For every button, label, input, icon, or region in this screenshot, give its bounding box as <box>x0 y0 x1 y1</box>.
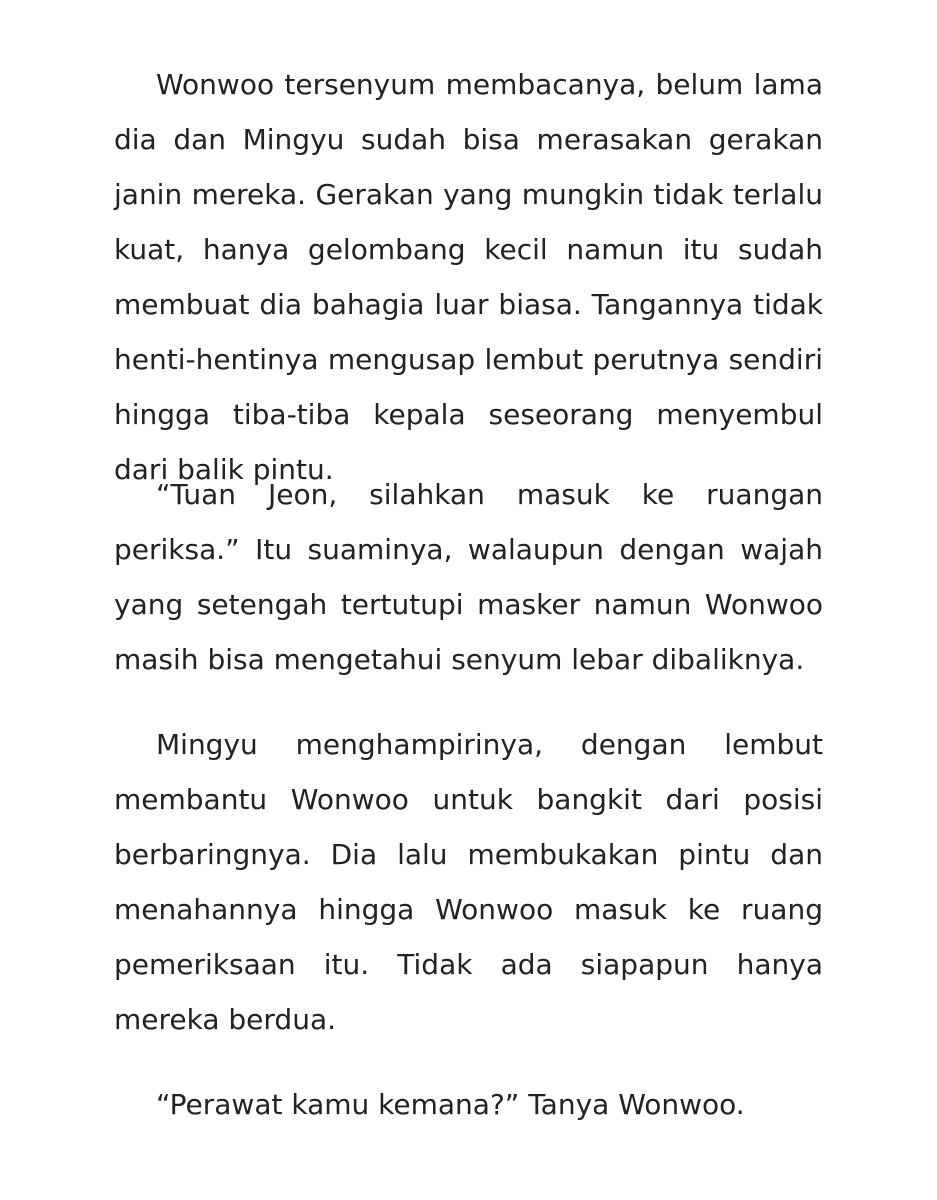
paragraph-3 <box>114 717 823 1047</box>
paragraph-text: Mingyu menghampirinya, dengan lembut membantu Wonwoo untuk bangkit dari posisi berbaringnya. Dia lalu membukakan pintu dan menahannya hingga Wonwoo masuk ke ruang pemeriksaan itu. Tidak ada siapapun hanya mereka berdua. <box>114 728 823 1036</box>
paragraph-text: Wonwoo tersenyum membacanya, belum lama dia dan Mingyu sudah bisa merasakan gerakan janin mereka. Gerakan yang mungkin tidak terlalu kuat, hanya gelombang kecil namun itu sudah membuat dia bahagia luar biasa. Tangannya tidak henti-hentinya mengusap lembut perutnya sendiri hingga tiba-tiba kepala seseorang menyembul dari balik pintu. <box>114 68 823 486</box>
paragraph-1 <box>114 57 823 497</box>
paragraph-2 <box>114 467 823 687</box>
paragraph-text: “Tuan Jeon, silahkan masuk ke ruangan periksa.” Itu suaminya, walaupun dengan wajah yang setengah tertutupi masker namun Wonwoo masih bisa mengetahui senyum lebar dibaliknya. <box>114 478 823 676</box>
paragraph-4 <box>114 1077 823 1132</box>
paragraph-text: “Perawat kamu kemana?” Tanya Wonwoo. <box>156 1088 745 1121</box>
